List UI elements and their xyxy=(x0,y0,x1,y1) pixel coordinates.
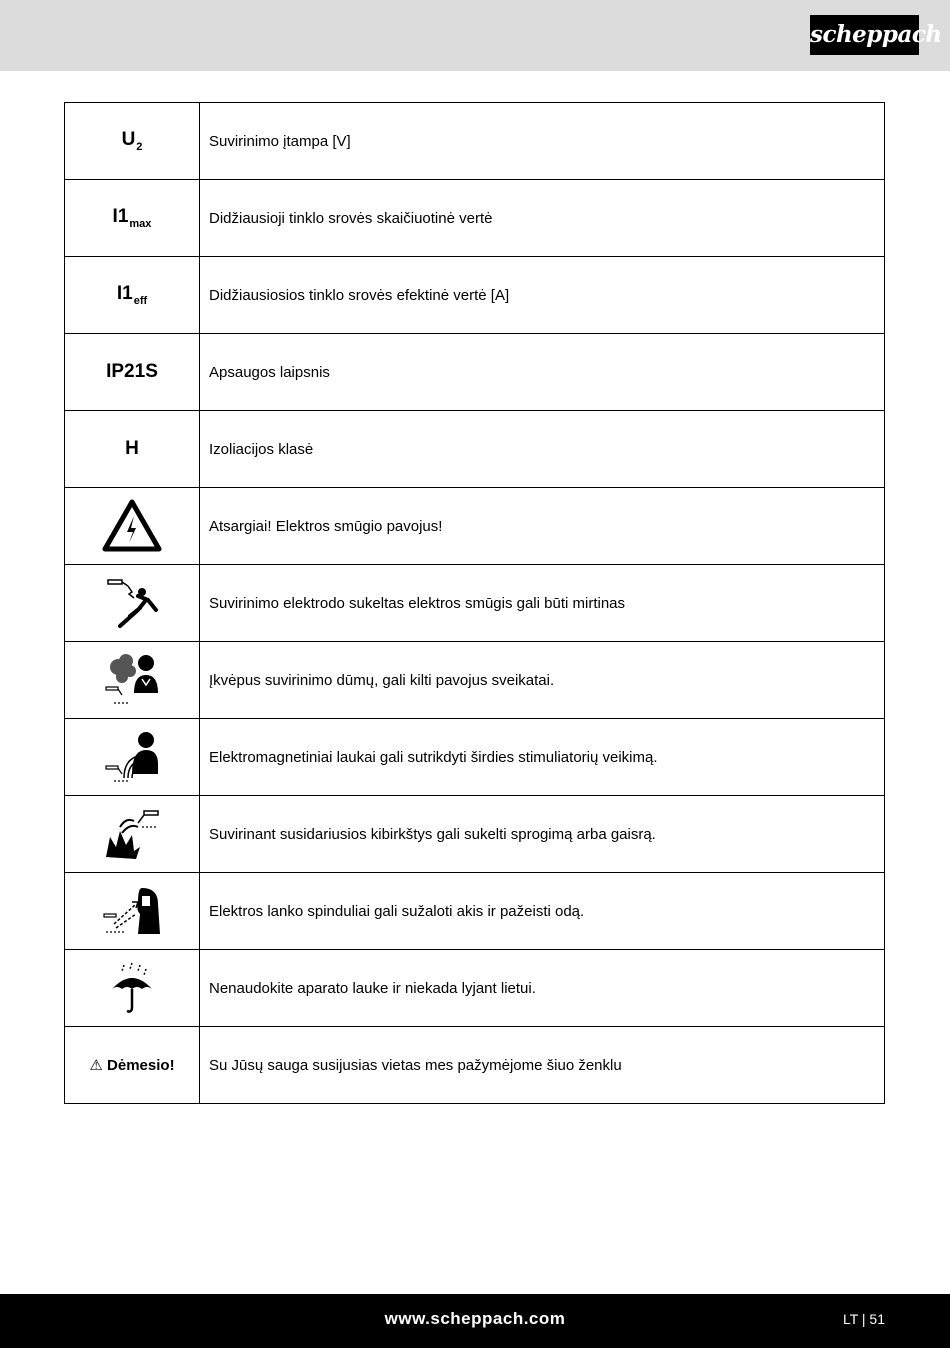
table-row xyxy=(65,950,885,1027)
symbol-cell xyxy=(65,180,200,257)
symbol-subscript: 2 xyxy=(136,141,143,153)
table-row xyxy=(65,1027,885,1104)
table-row xyxy=(65,180,885,257)
scheppach-logo: scheppach xyxy=(810,15,919,55)
symbol-u2: U xyxy=(121,129,136,150)
electric-hazard-triangle-icon xyxy=(102,499,162,553)
symbol-i1eff: I1 xyxy=(116,283,133,304)
description-cell: Suvirinimo elektrodo sukeltas elektros smūgis gali būti mirtinas xyxy=(200,565,885,642)
symbol-cell xyxy=(65,411,200,488)
symbol-cell xyxy=(65,565,200,642)
table-row xyxy=(65,411,885,488)
footer-bar xyxy=(0,1294,950,1348)
description-cell: Suvirinant susidariusios kibirkštys gali sukelti sprogimą arba gaisrą. xyxy=(200,796,885,873)
symbol-ip21s: IP21S xyxy=(106,361,158,382)
symbol-cell xyxy=(65,796,200,873)
table-row xyxy=(65,565,885,642)
table-row xyxy=(65,719,885,796)
description-cell: Elektromagnetiniai laukai gali sutrikdyti širdies stimuliatorių veikimą. xyxy=(200,719,885,796)
page-number: LT | 51 xyxy=(842,1311,885,1327)
header-band xyxy=(0,0,950,71)
table-row xyxy=(65,257,885,334)
table-row xyxy=(65,488,885,565)
table-row xyxy=(65,796,885,873)
table-row xyxy=(65,334,885,411)
symbol-cell xyxy=(65,873,200,950)
symbol-i1max: I1 xyxy=(112,206,129,227)
description-cell: Įkvėpus suvirinimo dūmų, gali kilti pavojus sveikatai. xyxy=(200,642,885,719)
welding-fumes-icon xyxy=(102,653,162,707)
attention-label: ⚠ Dėmesio! xyxy=(89,1057,175,1074)
description-cell: Suvirinimo įtampa [V] xyxy=(200,103,885,180)
description-cell: Izoliacijos klasė xyxy=(200,411,885,488)
symbol-cell xyxy=(65,334,200,411)
description-cell: Nenaudokite aparato lauke ir niekada lyjant lietui. xyxy=(200,950,885,1027)
symbol-cell xyxy=(65,257,200,334)
electromagnetic-field-icon xyxy=(102,730,162,784)
footer-website-link[interactable]: www.scheppach.com xyxy=(384,1309,566,1328)
symbol-h: H xyxy=(125,438,139,459)
description-cell: Didžiausioji tinklo srovės skaičiuotinė vertė xyxy=(200,180,885,257)
sparks-explosion-icon xyxy=(102,807,162,861)
arc-radiation-icon xyxy=(102,884,162,938)
umbrella-rain-icon xyxy=(102,961,162,1015)
description-cell: Atsargiai! Elektros smūgio pavojus! xyxy=(200,488,885,565)
description-cell: Apsaugos laipsnis xyxy=(200,334,885,411)
symbol-subscript: eff xyxy=(133,295,148,307)
symbol-cell xyxy=(65,642,200,719)
symbol-cell xyxy=(65,488,200,565)
symbol-cell xyxy=(65,950,200,1027)
table-row xyxy=(65,642,885,719)
symbol-cell xyxy=(65,719,200,796)
description-cell: Su Jūsų sauga susijusias vietas mes pažymėjome šiuo ženklu xyxy=(200,1027,885,1104)
symbol-cell xyxy=(65,1027,200,1104)
description-cell: Elektros lanko spinduliai gali sužaloti akis ir pažeisti odą. xyxy=(200,873,885,950)
symbols-table xyxy=(64,102,885,1104)
symbol-subscript: max xyxy=(129,218,152,230)
description-cell: Didžiausiosios tinklo srovės efektinė vertė [A] xyxy=(200,257,885,334)
table-row xyxy=(65,103,885,180)
electrode-shock-icon xyxy=(102,576,162,630)
symbol-cell xyxy=(65,103,200,180)
table-row xyxy=(65,873,885,950)
